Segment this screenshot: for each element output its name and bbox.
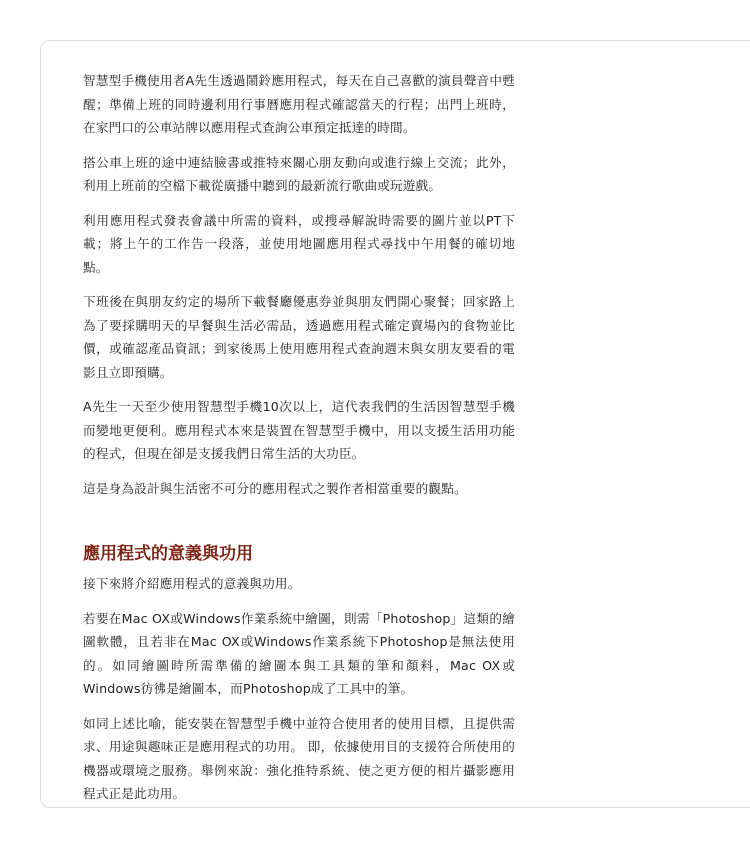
- section-title: 應用程式的意義與功用: [83, 544, 253, 564]
- paragraph-photoshop-analogy: 若要在Mac OX或Windows作業系統中繪圖，則需「Photoshop」這類的繪圖軟體，且若非在Mac OX或Windows作業系統下Photoshop是無法使用的。如同繪圖時所需準備的繪圖本與工具類的筆和顏料，Mac OX或Windows彷彿是繪圖本，而Photoshop成了工具中的筆。: [83, 610, 515, 696]
- paragraph-work-apps: 利用應用程式發表會議中所需的資料，或搜尋解說時需要的圖片並以PT下載；將上午的工作告一段落，並使用地圖應用程式尋找中午用餐的確切地點。: [83, 212, 515, 275]
- paragraph-social-commute: 搭公車上班的途中連結臉書或推特來關心朋友動向或進行線上交流；此外，利用上班前的空檔下載從廣播中聽到的最新流行歌曲或玩遊戲。: [83, 154, 515, 193]
- paragraph-app-function: 如同上述比喻，能安裝在智慧型手機中並符合使用者的使用目標，且提供需求、用途與趣味正是應用程式的功用。 即，依據使用目的支援符合所使用的機器或環境之服務。舉例來說：強化推特系統、使之更方便的相片攝影應用程式正是此功用。: [83, 715, 515, 801]
- paragraph-after-work: 下班後在與朋友約定的場所下載餐廳優惠券並與朋友們開心聚餐；回家路上為了要採購明天的早餐與生活必需品，透過應用程式確定賣場內的食物並比價，或確認產品資訊；到家後馬上使用應用程式查詢週末與女朋友要看的電影且立即預購。: [83, 294, 515, 380]
- paragraph-viewpoint: 這是身為設計與生活密不可分的應用程式之製作者相當重要的觀點。: [83, 480, 467, 496]
- paragraph-alarm-app: 智慧型手機使用者A先生透過鬧鈴應用程式，每天在自己喜歡的演員聲音中甦醒；準備上班的同時邊利用行事曆應用程式確認當天的行程；出門上班時，在家門口的公車站牌以應用程式查詢公車預定抵達的時間。: [83, 73, 515, 135]
- article-content: [83, 69, 515, 817]
- article-card: [40, 40, 750, 808]
- paragraph-daily-usage: A先生一天至少使用智慧型手機10次以上，這代表我們的生活因智慧型手機而變地更便利。應用程式本來是裝置在智慧型手機中，用以支援生活用功能的程式，但現在卻是支援我們日常生活的大功臣。: [83, 399, 515, 461]
- paragraph-section-intro: 接下來將介紹應用程式的意義與功用。: [83, 576, 301, 591]
